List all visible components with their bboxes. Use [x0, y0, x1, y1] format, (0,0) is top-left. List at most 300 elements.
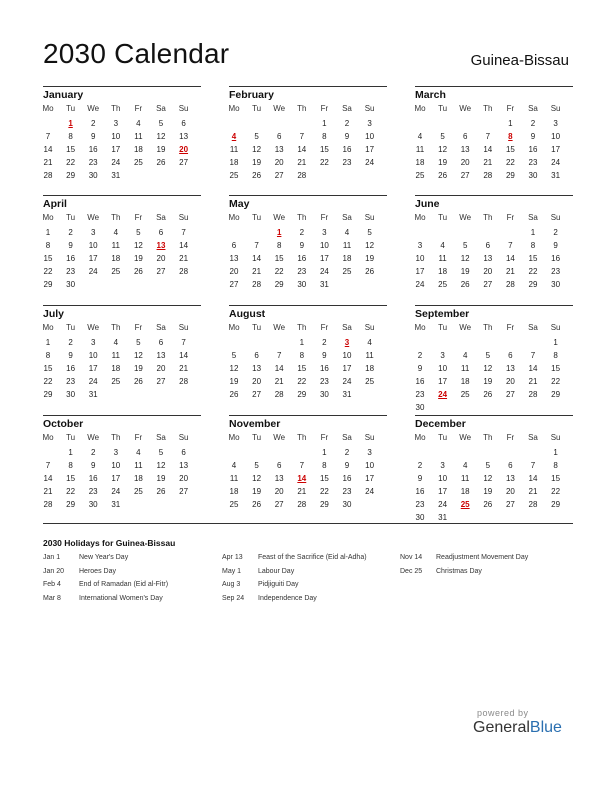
- month-divider: [229, 305, 387, 306]
- holiday-date: Nov 14: [400, 554, 423, 561]
- day-number: 11: [415, 145, 425, 154]
- day-number: 6: [276, 132, 282, 141]
- day-number: 28: [528, 500, 538, 509]
- weekday-label: Fr: [320, 104, 329, 113]
- weekday-label: Su: [364, 104, 375, 113]
- day-number: 12: [156, 132, 166, 141]
- day-number: 22: [528, 267, 538, 276]
- month-divider: [229, 415, 387, 416]
- day-number: 15: [43, 254, 53, 263]
- day-number: 6: [462, 132, 468, 141]
- holiday-day: 13: [156, 241, 166, 250]
- day-number: 22: [505, 158, 515, 167]
- holiday-column: [400, 551, 528, 578]
- day-number: 23: [319, 377, 329, 386]
- day-number: 14: [505, 254, 515, 263]
- holiday-day: 1: [276, 228, 282, 237]
- day-number: 5: [231, 351, 237, 360]
- day-number: 15: [297, 364, 307, 373]
- holiday-date: Mar 8: [43, 594, 61, 602]
- day-number: 12: [460, 254, 470, 263]
- day-number: 13: [252, 364, 262, 373]
- day-number: 23: [415, 500, 425, 509]
- day-number: 5: [485, 461, 491, 470]
- weekday-label: Su: [550, 323, 561, 332]
- day-number: 6: [181, 448, 186, 457]
- day-number: 9: [90, 132, 96, 141]
- day-number: 11: [111, 351, 120, 360]
- generalblue-logo[interactable]: [473, 719, 562, 737]
- day-number: 6: [158, 228, 164, 237]
- day-number: 8: [553, 461, 558, 470]
- day-number: 16: [66, 254, 76, 263]
- day-number: 1: [68, 448, 73, 457]
- day-number: 27: [460, 171, 470, 180]
- day-number: 4: [367, 338, 372, 347]
- day-number: 10: [319, 241, 329, 250]
- day-number: 3: [90, 228, 96, 237]
- day-number: 18: [229, 487, 239, 496]
- day-number: 27: [483, 280, 493, 289]
- day-number: 12: [483, 364, 493, 373]
- weekday-label: We: [87, 323, 100, 332]
- day-number: 9: [417, 474, 423, 483]
- day-number: 5: [158, 119, 164, 128]
- day-number: 1: [530, 228, 536, 237]
- weekday-label: Th: [111, 433, 121, 442]
- day-number: 28: [274, 390, 284, 399]
- weekday-label: Tu: [252, 433, 262, 442]
- weekday-label: Su: [178, 104, 189, 113]
- weekday-label: Fr: [506, 213, 515, 222]
- day-number: 5: [367, 228, 372, 237]
- day-number: 30: [415, 513, 425, 522]
- weekday-label: Su: [364, 323, 375, 332]
- weekday-label: Sa: [342, 433, 352, 442]
- weekday-label: Fr: [320, 433, 329, 442]
- day-number: 25: [415, 171, 425, 180]
- day-number: 29: [274, 280, 284, 289]
- day-number: 30: [319, 390, 329, 399]
- day-number: 17: [415, 267, 425, 276]
- day-number: 6: [276, 461, 282, 470]
- day-number: 2: [322, 338, 327, 347]
- day-number: 4: [344, 228, 350, 237]
- day-number: 11: [229, 145, 239, 154]
- day-number: 5: [440, 132, 445, 141]
- day-number: 3: [417, 241, 423, 250]
- day-number: 28: [43, 500, 53, 509]
- day-number: 2: [90, 119, 96, 128]
- day-number: 2: [417, 461, 423, 470]
- day-number: 6: [231, 241, 237, 250]
- day-number: 22: [66, 158, 76, 167]
- day-number: 29: [43, 390, 53, 399]
- day-number: 25: [229, 171, 239, 180]
- day-number: 16: [551, 254, 561, 263]
- weekday-label: Sa: [528, 213, 538, 222]
- day-number: 8: [45, 351, 51, 360]
- day-number: 26: [133, 267, 143, 276]
- day-number: 8: [530, 241, 536, 250]
- weekday-label: Sa: [528, 323, 538, 332]
- day-number: 14: [252, 254, 262, 263]
- day-number: 25: [133, 487, 143, 496]
- day-number: 18: [460, 377, 470, 386]
- day-number: 13: [483, 254, 493, 263]
- month-april: [42, 195, 201, 289]
- day-number: 8: [45, 241, 51, 250]
- day-number: 21: [297, 158, 307, 167]
- day-number: 13: [505, 364, 515, 373]
- weekday-label: Sa: [342, 104, 352, 113]
- day-number: 19: [483, 487, 493, 496]
- day-number: 27: [156, 267, 166, 276]
- month-august: [228, 305, 387, 399]
- day-number: 11: [461, 474, 470, 483]
- day-number: 12: [133, 241, 143, 250]
- day-number: 22: [43, 377, 53, 386]
- day-number: 14: [483, 145, 493, 154]
- day-number: 9: [90, 461, 96, 470]
- month-january: [42, 86, 201, 180]
- day-number: 15: [551, 364, 561, 373]
- day-number: 24: [319, 267, 329, 276]
- day-number: 27: [156, 377, 166, 386]
- weekday-label: Sa: [528, 104, 538, 113]
- day-number: 19: [460, 267, 470, 276]
- holiday-day: 4: [231, 132, 237, 141]
- day-number: 16: [342, 145, 352, 154]
- day-number: 24: [111, 158, 121, 167]
- day-number: 10: [88, 241, 98, 250]
- day-number: 17: [365, 474, 375, 483]
- month-divider: [43, 195, 201, 196]
- day-number: 15: [505, 145, 515, 154]
- day-number: 26: [133, 377, 143, 386]
- day-number: 20: [156, 364, 166, 373]
- month-divider: [415, 86, 573, 87]
- day-number: 7: [45, 132, 51, 141]
- day-number: 19: [133, 364, 143, 373]
- day-number: 18: [111, 364, 121, 373]
- day-number: 14: [528, 474, 538, 483]
- month-divider: [415, 305, 573, 306]
- day-number: 15: [274, 254, 284, 263]
- weekday-label: Su: [178, 213, 189, 222]
- weekday-label: Sa: [342, 213, 352, 222]
- month-june: [414, 195, 573, 289]
- month-name: January: [43, 89, 84, 101]
- day-number: 15: [551, 474, 561, 483]
- day-number: 15: [319, 145, 329, 154]
- day-number: 4: [113, 338, 119, 347]
- weekday-label: Th: [111, 323, 121, 332]
- day-number: 30: [528, 171, 538, 180]
- weekday-label: Mo: [228, 213, 240, 222]
- day-number: 6: [158, 338, 164, 347]
- day-number: 12: [365, 241, 375, 250]
- day-number: 5: [136, 228, 141, 237]
- weekday-label: Sa: [156, 104, 166, 113]
- day-number: 30: [66, 390, 76, 399]
- day-number: 12: [252, 145, 262, 154]
- holiday-date: Aug 3: [222, 581, 241, 588]
- day-number: 8: [553, 351, 558, 360]
- day-number: 25: [111, 377, 121, 386]
- day-number: 16: [415, 377, 425, 386]
- weekday-label: Sa: [342, 323, 352, 332]
- day-number: 21: [528, 487, 538, 496]
- day-number: 16: [528, 145, 538, 154]
- day-number: 29: [528, 280, 538, 289]
- holiday-entry: [43, 551, 168, 565]
- month-name: September: [415, 308, 470, 320]
- day-number: 2: [530, 119, 536, 128]
- day-number: 2: [90, 448, 96, 457]
- day-number: 5: [254, 132, 259, 141]
- day-number: 31: [551, 171, 561, 180]
- weekday-label: Fr: [506, 433, 515, 442]
- day-number: 1: [322, 119, 327, 128]
- day-number: 21: [43, 487, 53, 496]
- day-number: 3: [553, 119, 558, 128]
- day-number: 16: [342, 474, 352, 483]
- day-number: 2: [344, 448, 350, 457]
- day-number: 22: [274, 267, 284, 276]
- holiday-name: Labour Day: [258, 567, 295, 575]
- holiday-day: 24: [438, 390, 448, 399]
- weekday-label: Th: [483, 433, 493, 442]
- day-number: 8: [322, 461, 327, 470]
- weekday-label: Fr: [134, 323, 143, 332]
- day-number: 1: [508, 119, 513, 128]
- weekday-label: Sa: [156, 213, 166, 222]
- day-number: 31: [111, 500, 121, 509]
- holiday-date: Dec 25: [400, 567, 423, 575]
- day-number: 29: [43, 280, 53, 289]
- day-number: 15: [66, 474, 76, 483]
- day-number: 26: [460, 280, 470, 289]
- holiday-name: New Year's Day: [79, 554, 129, 561]
- weekday-label: Fr: [134, 433, 143, 442]
- day-number: 6: [508, 461, 513, 470]
- day-number: 23: [551, 267, 561, 276]
- day-number: 9: [68, 241, 73, 250]
- day-number: 1: [45, 228, 51, 237]
- day-number: 4: [136, 448, 141, 457]
- day-number: 29: [66, 500, 76, 509]
- holiday-name: Heroes Day: [79, 567, 116, 575]
- day-number: 9: [553, 241, 558, 250]
- divider: [43, 523, 573, 524]
- day-number: 10: [365, 461, 375, 470]
- month-divider: [415, 195, 573, 196]
- day-number: 21: [179, 254, 189, 263]
- day-number: 27: [179, 487, 189, 496]
- day-number: 10: [365, 132, 375, 141]
- weekday-label: Mo: [42, 323, 54, 332]
- month-name: December: [415, 418, 466, 430]
- day-number: 20: [274, 158, 284, 167]
- day-number: 4: [231, 461, 237, 470]
- day-number: 26: [483, 500, 493, 509]
- day-number: 3: [367, 448, 372, 457]
- weekday-label: Tu: [66, 323, 76, 332]
- day-number: 25: [229, 500, 239, 509]
- weekday-label: Fr: [134, 104, 143, 113]
- day-number: 26: [252, 500, 262, 509]
- day-number: 21: [43, 158, 53, 167]
- day-number: 6: [254, 351, 259, 360]
- day-number: 23: [66, 377, 76, 386]
- day-number: 16: [66, 364, 76, 373]
- weekday-label: Fr: [134, 213, 143, 222]
- day-number: 6: [485, 241, 491, 250]
- day-number: 17: [88, 364, 98, 373]
- day-number: 5: [254, 461, 259, 470]
- day-number: 11: [229, 474, 239, 483]
- month-divider: [43, 305, 201, 306]
- day-number: 15: [66, 145, 76, 154]
- day-number: 3: [367, 119, 372, 128]
- day-number: 27: [229, 280, 239, 289]
- holiday-column: [222, 551, 367, 605]
- page-title: 2030 Calendar: [43, 38, 230, 69]
- day-number: 18: [133, 145, 143, 154]
- day-number: 16: [319, 364, 329, 373]
- day-number: 5: [158, 448, 164, 457]
- weekday-label: Fr: [320, 213, 329, 222]
- day-number: 19: [252, 158, 262, 167]
- holiday-day: 20: [179, 145, 189, 154]
- day-number: 23: [297, 267, 307, 276]
- day-number: 31: [88, 390, 98, 399]
- day-number: 30: [88, 171, 98, 180]
- month-name: July: [43, 308, 65, 320]
- day-number: 13: [460, 145, 470, 154]
- month-name: March: [415, 89, 446, 101]
- weekday-label: Tu: [438, 104, 448, 113]
- holidays-heading: 2030 Holidays for Guinea-Bissau: [43, 538, 176, 548]
- day-number: 27: [274, 171, 284, 180]
- day-number: 26: [365, 267, 375, 276]
- day-number: 20: [156, 254, 166, 263]
- day-number: 25: [460, 390, 470, 399]
- day-number: 1: [45, 338, 51, 347]
- day-number: 2: [68, 338, 73, 347]
- holiday-date: May 1: [222, 567, 242, 575]
- day-number: 17: [319, 254, 329, 263]
- day-number: 29: [66, 171, 76, 180]
- day-number: 28: [483, 171, 493, 180]
- day-number: 13: [179, 461, 189, 470]
- holiday-date: Feb 4: [43, 581, 61, 588]
- weekday-label: Mo: [228, 323, 240, 332]
- day-number: 9: [344, 132, 350, 141]
- day-number: 23: [528, 158, 538, 167]
- day-number: 12: [156, 461, 166, 470]
- day-number: 8: [68, 461, 73, 470]
- month-divider: [43, 86, 201, 87]
- holiday-date: Apr 13: [222, 554, 243, 561]
- day-number: 28: [505, 280, 515, 289]
- weekday-label: Tu: [252, 323, 262, 332]
- day-number: 24: [365, 158, 375, 167]
- day-number: 2: [553, 228, 558, 237]
- weekday-label: We: [459, 213, 472, 222]
- day-number: 25: [342, 267, 352, 276]
- day-number: 30: [297, 280, 307, 289]
- weekday-label: Fr: [320, 323, 329, 332]
- holiday-name: International Women's Day: [79, 594, 163, 602]
- day-number: 10: [88, 351, 98, 360]
- day-number: 4: [462, 461, 468, 470]
- holiday-name: Christmas Day: [436, 567, 482, 575]
- day-number: 8: [322, 132, 327, 141]
- month-name: October: [43, 418, 84, 430]
- day-number: 24: [88, 267, 98, 276]
- day-number: 8: [276, 241, 282, 250]
- day-number: 21: [505, 267, 515, 276]
- day-number: 19: [156, 474, 166, 483]
- day-number: 3: [440, 461, 445, 470]
- day-number: 9: [299, 241, 305, 250]
- day-number: 18: [133, 474, 143, 483]
- weekday-label: Mo: [414, 323, 426, 332]
- day-number: 2: [344, 119, 350, 128]
- day-number: 24: [438, 500, 448, 509]
- day-number: 7: [181, 338, 186, 347]
- weekday-label: We: [87, 433, 100, 442]
- weekday-label: We: [273, 104, 286, 113]
- holiday-day: 1: [68, 119, 73, 128]
- day-number: 7: [45, 461, 51, 470]
- month-july: [42, 305, 201, 399]
- holiday-day: 14: [297, 474, 307, 483]
- holiday-name: Readjustment Movement Day: [436, 554, 529, 561]
- day-number: 1: [553, 338, 558, 347]
- day-number: 24: [365, 487, 375, 496]
- holiday-entry: [43, 565, 168, 579]
- weekday-label: Mo: [42, 433, 54, 442]
- holiday-entry: [222, 578, 367, 592]
- day-number: 18: [229, 158, 239, 167]
- month-december: [414, 415, 573, 522]
- day-number: 23: [66, 267, 76, 276]
- day-number: 3: [113, 448, 119, 457]
- day-number: 9: [322, 351, 327, 360]
- day-number: 7: [530, 351, 536, 360]
- day-number: 28: [252, 280, 262, 289]
- weekday-label: Mo: [228, 433, 240, 442]
- day-number: 26: [156, 487, 166, 496]
- weekday-label: Mo: [42, 213, 54, 222]
- day-number: 23: [88, 158, 98, 167]
- day-number: 25: [111, 267, 121, 276]
- day-number: 15: [43, 364, 53, 373]
- day-number: 19: [483, 377, 493, 386]
- day-number: 29: [297, 390, 307, 399]
- day-number: 28: [179, 267, 189, 276]
- day-number: 7: [485, 132, 491, 141]
- holiday-entry: [43, 592, 168, 606]
- day-number: 21: [274, 377, 284, 386]
- day-number: 21: [252, 267, 262, 276]
- weekday-label: Su: [364, 213, 375, 222]
- day-number: 16: [297, 254, 307, 263]
- day-number: 19: [438, 158, 448, 167]
